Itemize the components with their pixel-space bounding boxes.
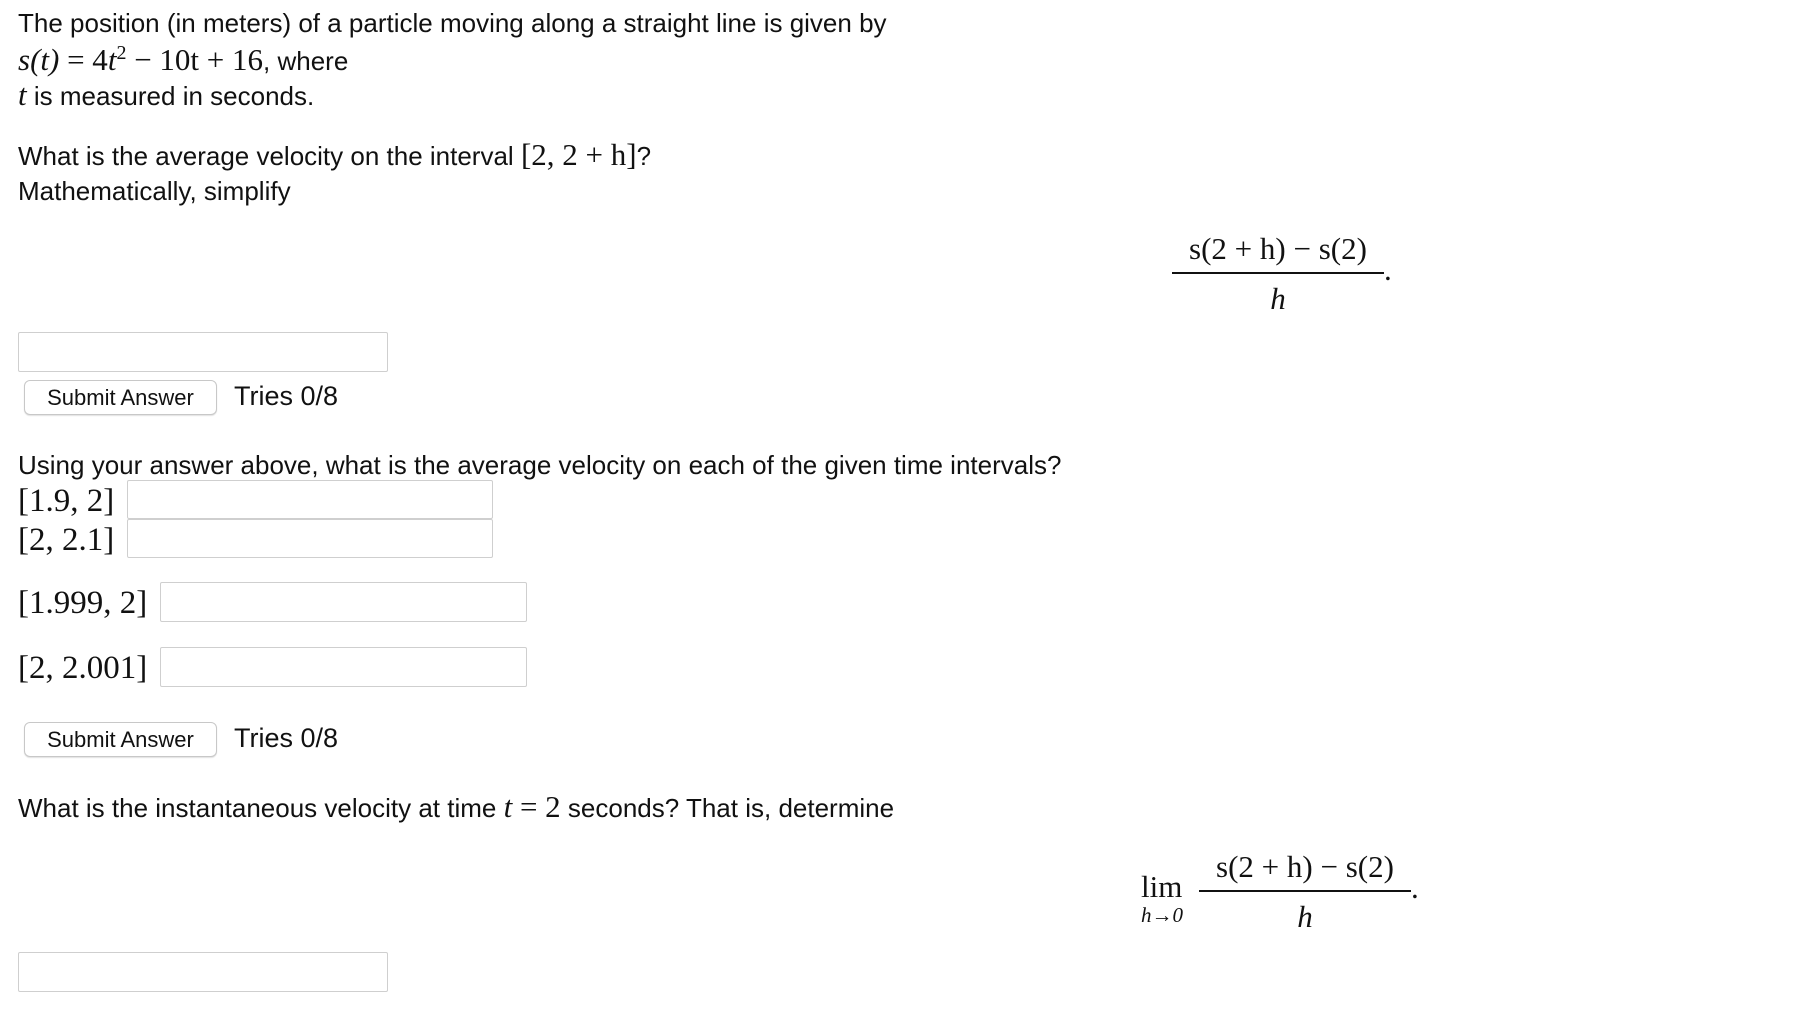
limit-subscript: h→0	[1141, 903, 1183, 927]
q1-frac-num: s(2 + h) − s(2)	[1189, 231, 1367, 266]
q1-tries-counter: Tries 0/8	[234, 381, 339, 411]
problem-intro-line1: The position (in meters) of a particle moving along a straight line is given by	[18, 8, 887, 38]
q3-frac-bar	[1199, 890, 1411, 892]
q3-text-b: seconds? That is, determine	[560, 793, 895, 823]
q1-fraction	[1172, 230, 1384, 318]
q1-qmark: ?	[636, 141, 652, 171]
q2-tries-counter: Tries 0/8	[234, 723, 339, 753]
fn-suffix: , where	[263, 46, 349, 76]
fn-var: t	[107, 42, 117, 77]
interval-input-4[interactable]	[160, 647, 527, 687]
q3-frac-den: h	[1297, 899, 1313, 934]
t-var: t	[18, 77, 27, 112]
position-function	[18, 43, 348, 81]
interval-label-1: [1.9, 2]	[18, 483, 115, 519]
q1-submit-button[interactable]: Submit Answer	[24, 380, 217, 415]
fn-rest: − 10t + 16	[126, 42, 264, 77]
fn-lhs: s(t)	[18, 42, 60, 77]
fn-eq: = 4	[59, 42, 108, 77]
interval-input-1[interactable]	[127, 480, 493, 519]
q1-prompt	[18, 138, 651, 173]
q3-t-eq: = 2	[512, 789, 561, 824]
q1-frac-den: h	[1270, 281, 1286, 316]
q1-answer-input[interactable]	[18, 332, 388, 372]
q3-text-a: What is the instantaneous velocity at time	[18, 793, 504, 823]
q2-submit-button[interactable]: Submit Answer	[24, 722, 217, 757]
q1-interval: [2, 2 + h]	[520, 137, 637, 172]
q3-prompt	[18, 790, 894, 825]
interval-label-4: [2, 2.001]	[18, 650, 148, 686]
problem-intro-line3	[18, 78, 314, 113]
q3-t-var: t	[503, 789, 513, 824]
q3-answer-input[interactable]	[18, 952, 388, 992]
q3-fraction	[1199, 848, 1411, 936]
q3-frac-period: .	[1411, 870, 1419, 905]
q2-prompt: Using your answer above, what is the average velocity on each of the given time intervals?	[18, 450, 1062, 480]
fn-exp: 2	[116, 42, 127, 64]
q1-frac-period: .	[1384, 252, 1392, 287]
q1-text: What is the average velocity on the interval	[18, 141, 521, 171]
interval-input-3[interactable]	[160, 582, 527, 622]
interval-label-3: [1.999, 2]	[18, 585, 148, 621]
q3-frac-num: s(2 + h) − s(2)	[1216, 849, 1394, 884]
q1-line2: Mathematically, simplify	[18, 176, 291, 206]
line3-rest: is measured in seconds.	[26, 81, 315, 111]
interval-label-2: [2, 2.1]	[18, 522, 115, 558]
limit-operator: lim	[1141, 869, 1183, 904]
q1-frac-bar	[1172, 272, 1384, 274]
interval-input-2[interactable]	[127, 519, 493, 558]
